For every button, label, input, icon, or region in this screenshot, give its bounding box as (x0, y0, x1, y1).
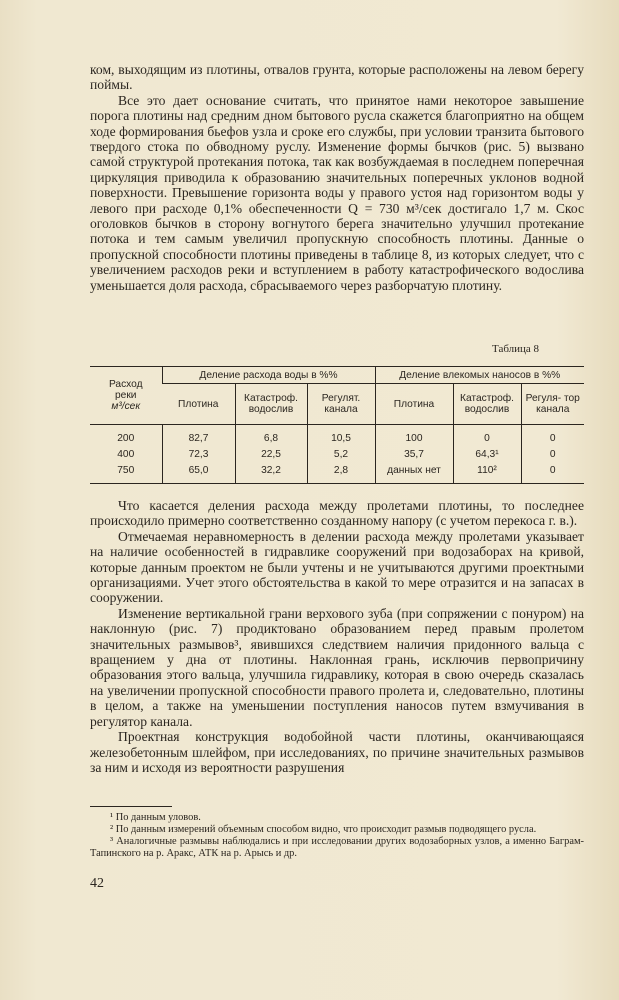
footnote-divider (90, 806, 172, 807)
header-unit-label: м³/сек (111, 401, 141, 412)
table-cell: 10,5 (307, 425, 375, 447)
table-cell: 65,0 (162, 462, 235, 484)
table-cell: 5,2 (307, 446, 375, 462)
subheader-spillway: Катастроф. водослив (235, 384, 307, 425)
subheader-regulator-sediment: Регуля- тор канала (521, 384, 584, 425)
paragraph: Отмечаемая неравномерность в делении расхода между пролетами указывает на наличие особенностей в гидравлике сооружений при водозаборах на кривой, которые данным проектом не были учтены и не учитываются другими проектными организациями. Учет этого обстоятельства в какой то мере отразится и на запасах в сооружении. (90, 528, 584, 606)
subheader-canal-regulator: Регулят. канала (307, 384, 375, 425)
table-cell: 0 (521, 425, 584, 447)
header-group-sediment: Деление влекомых наносов в %% (375, 367, 584, 384)
header-discharge (90, 367, 162, 425)
table-cell: 6,8 (235, 425, 307, 447)
subheader-dam-sediment: Плотина (375, 384, 453, 425)
table-cell: 100 (375, 425, 453, 447)
table-cell: 32,2 (235, 462, 307, 484)
body-text-bottom (90, 498, 584, 775)
table-cell: 35,7 (375, 446, 453, 462)
data-table (90, 366, 584, 484)
table-cell: 2,8 (307, 462, 375, 484)
table-cell: 110² (453, 462, 521, 484)
page-number: 42 (90, 876, 104, 891)
table-cell: 0 (453, 425, 521, 447)
header-river-label: реки (115, 390, 137, 401)
table-caption: Таблица 8 (492, 343, 540, 355)
footnotes (90, 812, 584, 860)
table-row (90, 462, 584, 484)
header-group-water: Деление расхода воды в %% (162, 367, 375, 384)
paragraph: Что касается деления расхода между пролетами плотины, то последнее происходило примерно соответственно созданному напору (с учетом перекоса г. в.). (90, 498, 584, 529)
table-row (90, 425, 584, 447)
table-cell: 750 (90, 462, 162, 484)
footnote: ³ Аналогичные размывы наблюдались и при исследовании других водозаборных узлов, а именно Баграм-Тапинского на р. Аракс, АТК на р. Арысь и др. (90, 836, 584, 859)
table-cell: 0 (521, 462, 584, 484)
header-discharge-label: Расход (108, 379, 143, 390)
table-row (90, 446, 584, 462)
table-cell: данных нет (375, 462, 453, 484)
table-cell: 400 (117, 448, 135, 460)
table-cell: 200 (117, 432, 135, 444)
footnote: ¹ По данным уловов. (110, 812, 201, 823)
table-cell: 22,5 (235, 446, 307, 462)
paragraph: Все это дает основание считать, что принятое нами некоторое завышение порога плотины над средним дном бытового русла скажется благоприятно на общем ходе формирования бьефов узла и сроке его службы, при условии транзита бытового твердого стока по обводному руслу. Изменение формы бычков (рис. 5) вызвано самой структурой протекания потока, так как возбуждаемая в последнем поперечная циркуляция приводила к образованию значительных поперечных уклонов водной поверхности. Превышение горизонта воды у правого устоя над горизонтом воды у левого при расходе 0,1% обеспеченности Q = 730 м³/сек достигало 1,7 м. Скос оголовков бычков в сторону вогнутого берега значительно улучшил протекание потока и тем самым увеличил пропускную способность плотины. Данные о пропускной способности плотины приведены в таблице 8, из которых следует, что с увеличением расходов реки и вступлением в работу катастрофического водослива уменьшается доля расхода, сбрасываемого через разборчатую плотину. (90, 92, 584, 293)
table-cell: 64,3¹ (453, 446, 521, 462)
subheader-dam: Плотина (162, 384, 235, 425)
subheader-spillway-sediment: Катастроф. водослив (453, 384, 521, 425)
body-text-top (90, 62, 584, 293)
table-cell: 0 (521, 446, 584, 462)
footnote: ² По данным измерений объемным способом видно, что происходит размыв подводящего русла. (110, 824, 537, 835)
paragraph: Изменение вертикальной грани верхового зуба (при сопряжении с понуром) на наклонную (рис. 7) продиктовано образованием перед правым пролетом значительных размывов³, явившихся следствием наличия придонного вальца с вращением у дна от плотины. Наклонная грань, исключив первопричину образования этого вальца, улучшила гидравлику, которая в свою очередь сказалась на увеличении пропускной способности правого пролета и, следовательно, плотины в целом, а также на уменьшении поступления наносов путем взмучивания в регулятор канала. (90, 605, 584, 729)
table-cell: 72,3 (162, 446, 235, 462)
paragraph: Проектная конструкция водобойной части плотины, оканчивающаяся железобетонным шлейфом, при исследованиях, по причине значительных размывов за ним и исходя из вероятности разрушения (90, 729, 584, 775)
paragraph-continuation: ком, выходящим из плотины, отвалов грунта, которые расположены на левом берегу поймы. (90, 62, 584, 93)
table-cell: 82,7 (162, 425, 235, 447)
